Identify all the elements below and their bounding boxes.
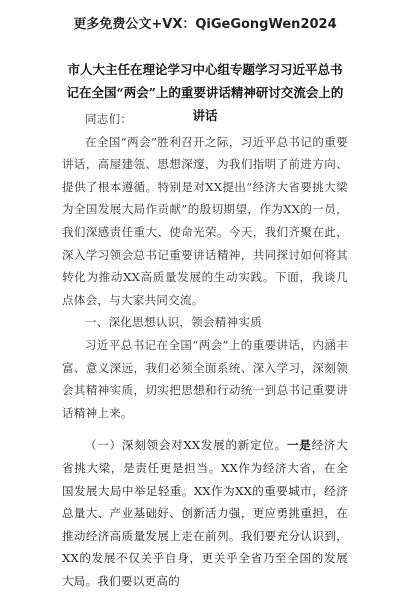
subsection-paragraph [62, 434, 348, 592]
promo-banner: 更多免费公文+VX：QiGeGongWen2024 [73, 17, 337, 32]
document-body [62, 108, 348, 592]
document-title: 市人大主任在理论学习中心组专题学习习近平总书记在全国“两会”上的重要讲话精神研讨交流会上的讲话 [66, 62, 344, 123]
subsection-emphasis: 一是 [286, 438, 312, 453]
section-heading: 一、深化思想认识，领会精神实质 [85, 315, 262, 330]
spacer [62, 424, 348, 434]
subsection-text: 经济大省挑大梁，是责任更是担当。XX作为经济大省，在全国发展大局中举足轻重。XX作为XX的重要城市，经济总量大、产业基础好、创新活力强，更应勇挑重担，在推动经济高质量发展上走在前列。我们要充分认识到，XX的发展不仅关乎自身，更关乎全省乃至全国的发展大局。我们要以更高的 [62, 438, 348, 588]
salutation: 同志们： [85, 112, 133, 126]
subsection-label: （一）深刻领会对XX发展的新定位。 [85, 438, 287, 453]
section-paragraph: 习近平总书记在全国“两会”上的重要讲话，内涵丰富、意义深远，我们必须全面系统、深入学习，深刻领会其精神实质，切实把思想和行动统一到总书记重要讲话精神上来。 [62, 337, 348, 420]
intro-paragraph: 在全国“两会”胜利召开之际，习近平总书记的重要讲话，高屋建瓴、思想深邃，为我们指明了前进方向、提供了根本遵循。特别是对XX提出“经济大省要挑大梁为全国发展大局作贡献”的殷切期望，作为XX的一员，我们深感责任重大、使命光荣。今天，我们齐聚在此，深入学习领会总书记重要讲话精神，共同探讨如何将其转化为推动XX高质量发展的生动实践。下面，我谈几点体会，与大家共同交流。 [62, 134, 348, 307]
